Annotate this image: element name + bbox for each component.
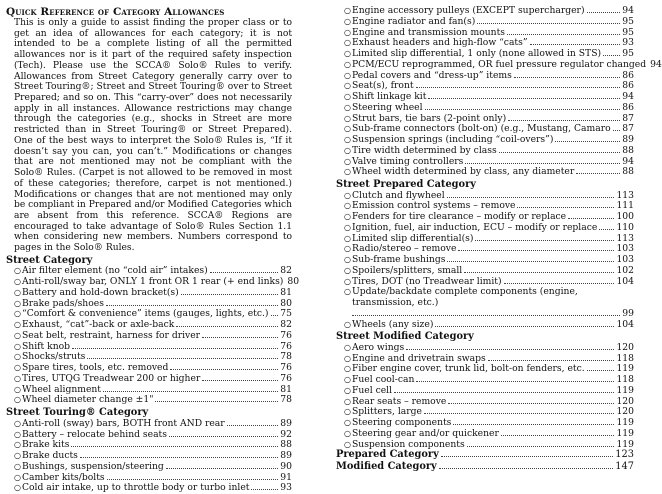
bullet-icon: ○ <box>344 124 351 134</box>
item-page: 104 <box>616 318 634 330</box>
item-page: 102 <box>616 264 634 276</box>
leader-dots <box>587 365 615 371</box>
page-title: Quick Reference of Category Allowances <box>6 6 225 18</box>
section-heading-street: Street Category <box>6 254 93 266</box>
leader-dots <box>458 245 614 251</box>
item-label: Fenders for tire clearance – modify or replace <box>352 211 567 223</box>
item-page: 80 <box>280 297 292 309</box>
item-page: 86 <box>622 80 634 92</box>
bullet-icon: ○ <box>14 440 21 450</box>
item-label: Steering wheel <box>352 101 423 113</box>
item-label: Wheel alignment <box>22 383 102 395</box>
bullet-icon: ○ <box>344 27 351 37</box>
item-page: 119 <box>616 417 634 429</box>
street-modified-list <box>336 343 634 451</box>
leader-dots <box>202 332 278 338</box>
bullet-icon: ○ <box>344 407 351 417</box>
item-page: 91 <box>280 471 292 483</box>
leader-dots <box>530 39 621 45</box>
bullet-icon: ○ <box>344 439 351 449</box>
right-column <box>336 5 662 473</box>
bullet-icon: ○ <box>14 363 21 373</box>
bullet-icon: ○ <box>344 222 351 232</box>
bullet-icon: ○ <box>344 418 351 428</box>
item-label: Brake kits <box>22 439 70 451</box>
item-page: 119 <box>616 427 634 439</box>
prepared-category-page: 123 <box>615 449 634 461</box>
bullet-icon: ○ <box>14 298 21 308</box>
item-label: Aero wings <box>352 341 405 353</box>
item-label: Seat(s), front <box>352 80 414 92</box>
bullet-icon: ○ <box>344 49 351 58</box>
item-label: Shocks/struts <box>22 351 86 363</box>
item-label: Shift linkage kit <box>352 91 427 102</box>
item-page: 76 <box>280 329 292 341</box>
item-label: “Comfort & convenience” items (gauges, lights, etc.) <box>22 308 269 320</box>
bullet-icon: ○ <box>14 330 21 340</box>
left-column <box>6 6 300 494</box>
leader-dots <box>103 386 278 392</box>
leader-dots <box>166 463 279 469</box>
item-label: Air filter element (no “cold air” intakes) <box>22 265 208 277</box>
item-label: Suspension components <box>352 438 465 450</box>
item-page: 94 <box>622 155 634 167</box>
item-page: 75 <box>280 308 292 320</box>
item-page: 95 <box>622 26 634 38</box>
item-page: 118 <box>616 374 634 386</box>
bullet-icon: ○ <box>344 135 351 144</box>
leader-dots <box>464 267 614 273</box>
list-item <box>336 266 634 277</box>
item-page: 89 <box>622 134 634 145</box>
item-label: Pedal covers and “dress-up” items <box>352 69 512 81</box>
item-label: Wheels (any size) <box>352 318 434 330</box>
item-label: Anti-roll (sway) bars, BOTH front AND rear <box>22 417 225 429</box>
leader-dots <box>499 147 621 153</box>
item-page: 76 <box>280 362 292 374</box>
item-page: 103 <box>616 254 634 266</box>
bullet-icon: ○ <box>14 309 21 319</box>
item-page: 81 <box>280 286 292 298</box>
item-page: 110 <box>616 221 634 233</box>
item-page: 80 <box>287 276 300 288</box>
list-item <box>336 17 634 28</box>
item-page: 94 <box>650 58 662 70</box>
item-label: PCM/ECU reprogrammed, OR fuel pressure regulator changed <box>352 58 647 70</box>
bullet-icon: ○ <box>344 145 351 155</box>
leader-dots <box>475 235 614 241</box>
item-label: Spare tires, tools, etc. removed <box>22 362 169 374</box>
item-page: 95 <box>622 15 634 27</box>
item-page: 93 <box>622 37 634 49</box>
item-page: 76 <box>280 340 292 352</box>
item-label: Emission control systems – remove <box>352 200 516 212</box>
bullet-icon: ○ <box>344 244 351 254</box>
leader-dots <box>453 419 614 425</box>
item-page: 86 <box>622 69 634 81</box>
leader-dots <box>517 202 614 208</box>
item-page: 93 <box>280 482 292 494</box>
bullet-icon: ○ <box>14 395 21 405</box>
leader-dots <box>514 72 620 78</box>
leader-dots <box>467 441 615 447</box>
bullet-icon: ○ <box>14 287 21 297</box>
leader-dots <box>155 396 278 402</box>
leader-dots <box>508 115 620 121</box>
bullet-icon: ○ <box>14 373 21 383</box>
list-item <box>6 419 292 430</box>
item-label: Steering gear and/or quickener <box>352 427 499 439</box>
item-page: 88 <box>622 144 634 156</box>
item-label: Camber kits/bolts <box>22 471 105 483</box>
bullet-icon: ○ <box>14 429 21 439</box>
bullet-icon: ○ <box>344 92 351 101</box>
street-list <box>6 265 300 406</box>
leader-dots <box>507 29 620 35</box>
bullet-icon: ○ <box>344 353 351 363</box>
item-page: 113 <box>616 189 634 201</box>
item-label: Battery – relocate behind seats <box>22 428 167 440</box>
item-label: Brake pads/shoes <box>22 297 104 309</box>
bullet-icon: ○ <box>14 384 21 394</box>
item-page: 81 <box>280 383 292 395</box>
leader-dots <box>587 7 621 13</box>
bullet-icon: ○ <box>344 255 351 265</box>
bullet-icon: ○ <box>14 451 21 460</box>
leader-dots <box>439 463 614 469</box>
item-label: Wheel width determined by class, any diameter <box>352 166 575 178</box>
item-page: 88 <box>622 166 634 178</box>
leader-dots <box>72 343 278 349</box>
leader-dots <box>406 344 614 350</box>
item-label: Rear seats – remove <box>352 395 447 407</box>
leader-dots <box>251 484 278 490</box>
prepared-category-label: Prepared Category <box>336 449 439 461</box>
bullet-icon: ○ <box>344 38 351 48</box>
bullet-icon: ○ <box>344 70 351 80</box>
item-page: 89 <box>280 450 292 461</box>
leader-dots <box>603 50 620 56</box>
item-page: 103 <box>616 243 634 255</box>
item-label: Suspension springs (including “coil-overs”) <box>352 134 554 145</box>
item-page: 120 <box>616 341 634 353</box>
leader-dots <box>424 408 615 414</box>
leader-dots <box>210 267 279 273</box>
bullet-icon: ○ <box>14 352 21 362</box>
item-label: Strut bars, tie bars (2-point only) <box>352 112 507 124</box>
bullet-icon: ○ <box>344 428 351 438</box>
item-page: 88 <box>280 439 292 451</box>
item-label: Tire width determined by class <box>352 144 497 156</box>
item-page: 119 <box>616 384 634 396</box>
bullet-icon: ○ <box>344 265 351 275</box>
leader-dots <box>477 18 620 24</box>
leader-dots <box>352 310 620 316</box>
item-page: 82 <box>280 319 292 331</box>
item-page: 78 <box>280 394 292 406</box>
list-item <box>336 58 662 71</box>
item-label: Brake ducts <box>22 450 78 461</box>
item-label: Bushings, suspension/steering <box>22 460 164 472</box>
leader-dots <box>599 224 614 230</box>
street-touring-continued-list <box>336 5 662 178</box>
item-label: Sub-frame bushings <box>352 254 446 266</box>
item-page: 95 <box>622 48 634 59</box>
leader-dots <box>202 375 278 381</box>
bullet-icon: ○ <box>344 6 351 15</box>
leader-dots <box>448 398 614 404</box>
list-item <box>336 167 634 178</box>
item-page: 78 <box>280 351 292 363</box>
leader-dots <box>107 474 279 480</box>
item-page: 82 <box>280 265 292 277</box>
list-item <box>336 103 634 114</box>
leader-dots <box>613 125 621 131</box>
item-label: Battery and hold-down bracket(s) <box>22 286 179 298</box>
leader-dots <box>504 278 615 284</box>
item-page: 94 <box>622 5 634 16</box>
bullet-icon: ○ <box>14 418 21 428</box>
leader-dots <box>555 136 620 142</box>
item-page: 90 <box>280 460 292 472</box>
item-label: Sub-frame connectors (bolt-on) (e.g., Mustang, Camaro <box>352 123 611 135</box>
bullet-icon: ○ <box>14 320 21 330</box>
leader-dots <box>576 168 620 174</box>
item-label: Fiber engine cover, trunk lid, bolt-on fenders, etc. <box>352 363 585 375</box>
street-prepared-list <box>336 191 634 331</box>
item-label: Shift knob <box>22 340 71 352</box>
leader-dots <box>176 321 278 327</box>
item-label: Anti-roll/sway bar, ONLY 1 front OR 1 rear (+ end links) <box>22 276 284 288</box>
bullet-icon: ○ <box>344 276 351 286</box>
leader-dots <box>425 104 621 110</box>
bullet-icon: ○ <box>344 156 351 166</box>
item-label: Engine and transmission mounts <box>352 26 505 38</box>
bullet-icon: ○ <box>344 81 351 91</box>
bullet-icon: ○ <box>14 266 21 276</box>
item-label: Engine accessory pulleys (EXCEPT supercharger) <box>352 5 585 16</box>
list-item <box>6 483 292 494</box>
leader-dots <box>441 451 614 457</box>
bullet-icon: ○ <box>344 319 351 329</box>
modified-category-label: Modified Category <box>336 460 437 472</box>
item-label: Steering components <box>352 417 452 429</box>
leader-dots <box>271 310 279 316</box>
bullet-icon: ○ <box>14 461 21 471</box>
leader-dots <box>568 213 614 219</box>
item-label: Radio/stereo – remove <box>352 243 457 255</box>
list-item <box>336 223 634 234</box>
leader-dots <box>169 431 278 437</box>
bullet-icon: ○ <box>344 287 351 297</box>
item-page: 119 <box>616 438 634 450</box>
bullet-icon: ○ <box>344 201 351 211</box>
modified-category-entry <box>336 462 634 473</box>
item-page: 104 <box>616 275 634 287</box>
leader-dots <box>227 420 279 426</box>
item-page: 113 <box>616 232 634 244</box>
leader-dots <box>435 321 614 327</box>
leader-dots <box>170 364 278 370</box>
section-heading-street-touring: Street Touring® Category <box>6 407 149 419</box>
leader-dots <box>416 376 614 382</box>
bullet-icon: ○ <box>14 341 21 351</box>
bullet-icon: ○ <box>344 342 351 352</box>
leader-dots <box>416 82 621 88</box>
item-page: 89 <box>280 417 292 429</box>
bullet-icon: ○ <box>344 16 351 26</box>
leader-dots <box>428 93 620 99</box>
item-page: 111 <box>616 200 634 212</box>
bullet-icon: ○ <box>344 375 351 385</box>
item-page: 94 <box>622 91 634 102</box>
item-label: Clutch and flywheel <box>352 189 445 201</box>
item-label: Tires, DOT (no Treadwear limit) <box>352 275 502 287</box>
item-label: Limited slip differential, 1 only (none allowed in STS) <box>352 48 602 59</box>
item-page: 87 <box>622 123 634 135</box>
item-label: Exhaust headers and high-flow “cats” <box>352 37 528 49</box>
section-heading-street-modified: Street Modified Category <box>336 331 474 343</box>
item-label: Splitters, large <box>352 406 422 418</box>
bullet-icon: ○ <box>344 102 351 112</box>
leader-dots <box>80 452 278 458</box>
list-item-continuation <box>336 309 634 320</box>
leader-dots <box>465 158 620 164</box>
leader-dots <box>447 256 614 262</box>
item-page: 86 <box>622 101 634 113</box>
leader-dots <box>488 355 615 361</box>
bullet-icon: ○ <box>14 472 21 482</box>
bullet-icon: ○ <box>344 212 351 222</box>
list-item <box>6 395 292 406</box>
item-page: 76 <box>280 372 292 384</box>
item-page: 100 <box>616 211 634 223</box>
item-page: 99 <box>622 307 634 319</box>
item-page: 92 <box>280 428 292 440</box>
bullet-icon: ○ <box>344 113 351 123</box>
leader-dots <box>394 387 614 393</box>
bullet-icon: ○ <box>344 167 351 177</box>
list-item <box>336 146 634 157</box>
bullet-icon: ○ <box>344 385 351 395</box>
item-label: Spoilers/splitters, small <box>352 264 463 276</box>
intro-paragraph: This is only a guide to assist finding the proper class or to get an idea of allowances for each category; it is not intended to be a complete listing of all the permitted allowances nor is it part of the required safety inspection (Tech). Please use the SCCA® Solo® Rules to verify. Allowances from Street Category generally carry over to Street Touring®; Street and Street Touring® over to Street Prepared; and so on. This “carry-over” does not necessarily apply in all instances. Allowance restrictions may change through the categories (e.g., shocks in Street are more restricted than in Street Touring® or Street Prepared). One of the best ways to interpret the Solo® Rules is, “If it doesn’t say you can, you can’t.” Modifications or changes that are not mentioned may not be compliant with the Solo® Rules. (Carpet is not allowed to be removed in most of these categories; therefore, carpet is not mentioned.) Modifications or changes that are not mentioned may only be compliant in Prepared and/or Modified Categories which are absent from this reference. SCCA® Regions are encouraged to take advantage of Solo® Rules Section 1.1 when considering new members. Numbers correspond to pages in the Solo® Rules. <box>14 18 292 254</box>
item-page: 118 <box>616 352 634 364</box>
item-page: 120 <box>616 395 634 407</box>
item-label: Tires, UTQG Treadwear 200 or higher <box>22 372 201 384</box>
list-item <box>6 462 292 473</box>
item-label: Wheel diameter change ±1" <box>22 394 154 406</box>
bullet-icon: ○ <box>344 59 351 69</box>
item-label: Valve timing controllers <box>352 155 464 167</box>
item-label: Limited slip differential(s) <box>352 232 474 244</box>
item-page: 119 <box>616 363 634 375</box>
bullet-icon: ○ <box>344 190 351 200</box>
item-label: Fuel cool-can <box>352 374 415 386</box>
bullet-icon: ○ <box>14 483 21 493</box>
bullet-icon: ○ <box>344 396 351 406</box>
leader-dots <box>71 441 278 447</box>
street-touring-list <box>6 419 292 494</box>
bullet-icon: ○ <box>344 364 351 374</box>
item-page: 120 <box>616 406 634 418</box>
item-label: Engine and drivetrain swaps <box>352 352 486 364</box>
list-item <box>336 287 634 309</box>
section-heading-street-prepared: Street Prepared Category <box>336 179 476 190</box>
leader-dots <box>87 353 278 359</box>
item-label: Fuel cell <box>352 384 393 396</box>
bullet-icon: ○ <box>344 233 351 243</box>
bullet-icon: ○ <box>14 277 21 287</box>
leader-dots <box>181 289 279 295</box>
item-label: Engine radiator and fan(s) <box>352 15 476 27</box>
item-label: Ignition, fuel, air induction, ECU – modify or replace <box>352 221 598 233</box>
item-label: Seat belt, restraint, harness for driver <box>22 329 201 341</box>
list-item <box>336 320 634 331</box>
item-page: 87 <box>622 112 634 124</box>
item-label: Cold air intake, up to throttle body or turbo inlet <box>22 482 250 494</box>
modified-category-page: 147 <box>615 460 634 472</box>
leader-dots <box>501 430 615 436</box>
item-label: Update/backdate complete components (engine, transmission, etc.) <box>352 286 578 309</box>
leader-dots <box>106 300 278 306</box>
leader-dots <box>447 192 615 198</box>
item-label: Exhaust, “cat”-back or axle-back <box>22 319 175 331</box>
